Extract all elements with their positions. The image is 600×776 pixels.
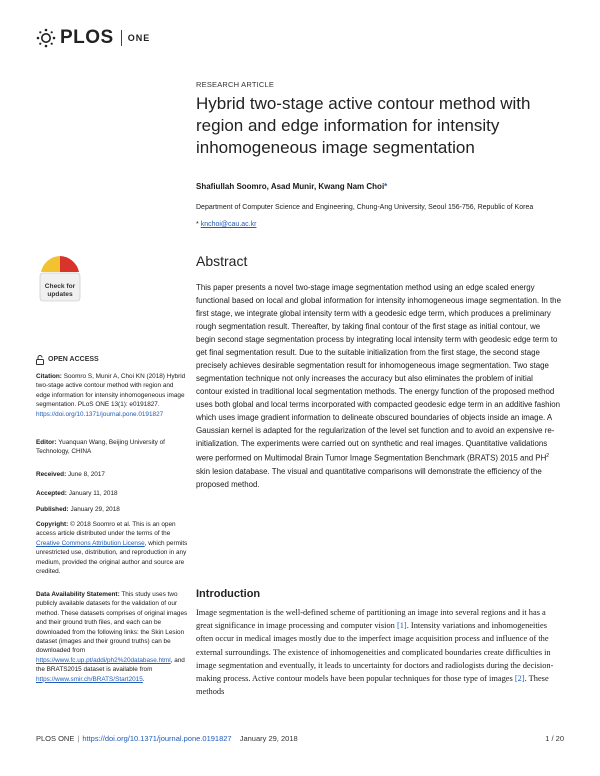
open-access-label: [36, 355, 188, 365]
intro-text-3: . These methods: [196, 674, 549, 697]
footer-date: January 29, 2018: [239, 734, 298, 743]
published-value: January 29, 2018: [70, 506, 120, 513]
editor-label: Editor:: [36, 439, 57, 446]
received-date: [36, 470, 188, 479]
author-list: [196, 182, 568, 191]
plos-brand: PLOS: [60, 27, 114, 48]
intro-text-1: Image segmentation is the well-defined scheme of partitioning an image into several regions and it has a great significance in image processing and computer vision: [196, 608, 546, 631]
published-date: [36, 505, 188, 514]
data-availability-text-2: , and the BRATS2015 dataset is available from: [36, 656, 185, 674]
editor-block: [36, 438, 188, 457]
footer-doi-link[interactable]: https://doi.org/10.1371/journal.pone.0191827: [82, 734, 232, 743]
editor-text: Yuanquan Wang, Beijing University of Technology, CHINA: [36, 439, 165, 456]
check-for-updates-badge[interactable]: [36, 253, 84, 305]
data-availability-text-1: This study uses two publicly available datasets for the validation of our method. These datasets comprises of original images and their ground truth files, and each can be downloaded from the following links: the Skin Lesion dataset (images and their ground truths) can be downloaded from: [36, 591, 188, 655]
data-availability-label: Data Availability Statement:: [36, 591, 120, 598]
introduction-body: [196, 606, 558, 698]
skin-lesion-dataset-link[interactable]: https://www.fc.up.pt/addi/ph2%20database.html: [36, 656, 171, 664]
copyright-text-2: , which permits unrestricted use, distribution, and reproduction in any medium, provided the original author and source are credited.: [36, 539, 188, 576]
license-link[interactable]: Creative Commons Attribution License: [36, 539, 145, 547]
accepted-label: Accepted:: [36, 490, 67, 497]
email-mark: *: [196, 221, 199, 228]
authors-text: Shafiullah Soomro, Asad Munir, Kwang Nam Choi: [196, 182, 385, 191]
page-footer: [36, 734, 298, 743]
introduction-heading: Introduction: [196, 588, 261, 600]
article-title: Hybrid two-stage active contour method with region and edge information for intensity inhomogeneous image segmentation: [196, 94, 531, 157]
intro-text-2: . Intensity variations and inhomogeneities often occur in medical images mostly due to the imperfect image acquisition process and influence of the external surroundings. The existence of inhomogeneities and complicated boundaries create difficulties in image segmentation and eventually, it leads to uncertainty for doctors and radiologists during the decision-making process. Active contour models have been popular techniques for those type of images: [196, 621, 554, 684]
received-label: Received:: [36, 471, 67, 478]
badge-line-2: updates: [47, 291, 73, 298]
abstract-text-2: skin lesion database. The visual and quantitative comparisons will demonstrate the efficiency of the proposed method.: [196, 466, 542, 489]
abstract-text-1: This paper presents a novel two-stage image segmentation method using an edge scaled energy functional based on local and global information for intensity inhomogeneous image segmentation. In the first stage, we integrate global intensity term with a geodesic edge term, which produces a preliminary rough segmentation result. Thereafter, by taking final contour of the first stage as initial contour, we begin second stage segmentation process by integrating local intensity term with geodesic edge term to get final segmentation result. Due to the suitable initialization from the first stage, the second stage precisely achieves desirable segmentation result for inhomogeneous image segmentation. Two stage segmentation technique not only increases the accuracy but also eliminates the problem of initial contour existed in traditional local segmentation methods. The energy function of the proposed method uses both global and local terms incorporated with compacted geodesic edge term in an additive fashion which uses image gradient information to delineate obscured boundaries of objects inside an image. A Gaussian kernel is adapted for the regularization of the level set function and to avoid an expensive re-initialization. The experiments were carried out on synthetic and real images. Quantitative validations were performed on Multimodal Brain Tumor Image Segmentation Benchmark (BRATS) 2015 and PH: [196, 283, 561, 463]
page-number: 1 / 20: [545, 734, 564, 743]
badge-line-1: Check for: [44, 283, 76, 290]
brats-dataset-link[interactable]: https://www.smir.ch/BRATS/Start2015: [36, 675, 143, 683]
abstract-body: [196, 281, 561, 491]
citation-text: Soomro S, Munir A, Choi KN (2018) Hybrid two-stage active contour method with region and edge information for intensity inhomogeneous image segmentation. PLoS ONE 13(1): e0191827.: [36, 373, 186, 409]
logo-divider: [121, 30, 122, 46]
corresponding-email-row: [196, 221, 568, 228]
data-availability-block: [36, 590, 188, 684]
reference-link-1[interactable]: [1]: [396, 621, 407, 631]
copyright-label: Copyright:: [36, 521, 69, 528]
reference-link-2[interactable]: [2]: [514, 674, 525, 684]
abstract-superscript: 2: [546, 453, 550, 459]
journal-name: ONE: [127, 33, 151, 43]
affiliation: Department of Computer Science and Engineering, Chung-Ang University, Seoul 156-756, Republic of Korea: [196, 204, 534, 211]
corresponding-author-mark[interactable]: *: [384, 182, 388, 191]
data-availability-text-3: .: [142, 675, 145, 683]
copyright-block: [36, 520, 188, 576]
citation-block: [36, 372, 188, 419]
open-lock-icon: [36, 355, 44, 365]
plos-one-logo[interactable]: [36, 26, 150, 50]
received-value: June 8, 2017: [67, 471, 105, 478]
plos-sunburst-icon: [36, 28, 56, 48]
copyright-text-1: © 2018 Soomro et al. This is an open access article distributed under the terms of the: [36, 521, 176, 538]
article-type: RESEARCH ARTICLE: [196, 80, 275, 89]
abstract-heading: Abstract: [196, 253, 248, 269]
citation-doi-link[interactable]: https://doi.org/10.1371/journal.pone.0191827: [36, 410, 164, 418]
footer-journal: PLOS ONE: [36, 734, 75, 743]
published-label: Published:: [36, 506, 69, 513]
accepted-date: [36, 489, 188, 498]
citation-label: Citation:: [36, 373, 62, 380]
email-link[interactable]: knchoi@cau.ac.kr: [200, 221, 257, 228]
accepted-value: January 11, 2018: [68, 490, 118, 497]
open-access-text: OPEN ACCESS: [48, 356, 99, 364]
footer-separator: |: [77, 734, 80, 743]
